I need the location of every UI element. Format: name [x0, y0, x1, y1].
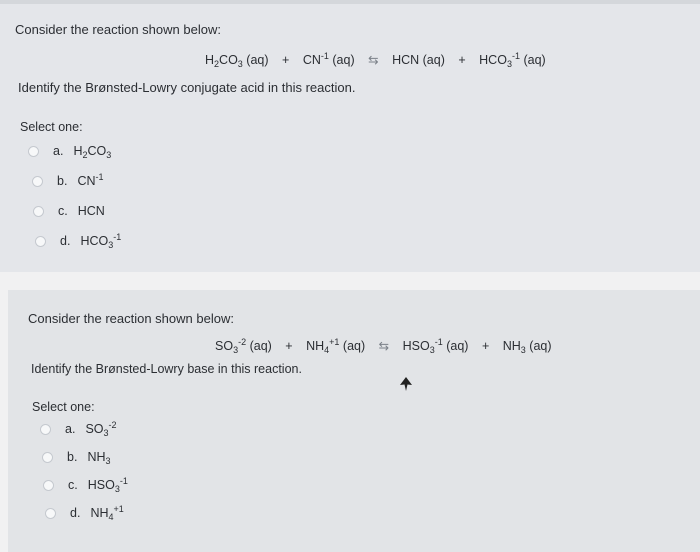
q1-question-text: Identify the Brønsted-Lowry conjugate acid in this reaction.	[18, 80, 356, 95]
radio-button[interactable]	[43, 480, 54, 491]
q2-reaction-equation: $SO_3^{-2}$ $(aq) + NH_4^{+1}$ (aq) ⇆ $HSO_3^{-1}$ $(aq) + NH_3$ (aq)	[215, 337, 552, 355]
top-divider	[0, 0, 700, 4]
q1-option-d[interactable]: d. $HCO_3^{-1}$	[35, 234, 121, 248]
equilibrium-arrow-icon: ⇆	[368, 53, 379, 67]
q2-option-d[interactable]: d. $NH_4^{+1}$	[45, 506, 124, 520]
equilibrium-arrow-icon: ⇆	[378, 339, 390, 353]
q1-option-b[interactable]: b. $CN^{-1}$	[32, 174, 104, 188]
q1-option-d-label: $HCO_3^{-1}$	[80, 232, 122, 250]
q2-option-a-label: $SO_3^{-2}$	[85, 420, 117, 438]
q1-select-label: Select one:	[20, 120, 83, 134]
q2-question-text: Identify the Brønsted-Lowry base in this reaction.	[31, 362, 302, 376]
question-2-panel	[8, 290, 700, 552]
q1-option-a-label: $H_2CO_3$	[73, 144, 112, 160]
radio-button[interactable]	[32, 176, 43, 187]
radio-button[interactable]	[33, 206, 44, 217]
q2-select-label: Select one:	[32, 400, 95, 414]
q1-option-b-label: $CN^{-1}$	[77, 172, 104, 188]
radio-button[interactable]	[28, 146, 39, 157]
q2-prompt: Consider the reaction shown below:	[28, 311, 234, 326]
q1-option-c-label: HCN	[77, 204, 105, 218]
q1-prompt: Consider the reaction shown below:	[15, 22, 221, 37]
question-1-panel	[0, 0, 700, 272]
q1-option-a[interactable]: a. $H_2CO_3$	[28, 144, 111, 158]
q2-option-a[interactable]: a. $SO_3^{-2}$	[40, 422, 117, 436]
q1-reaction-equation: $H_2CO_3$ $(aq) + CN^{-1}$ (aq) ⇆ HCN $(aq) + HCO_3^{-1}$ (aq)	[205, 51, 546, 69]
q2-option-b-label: $NH_3$	[87, 450, 111, 466]
q2-option-d-label: $NH_4^{+1}$	[90, 504, 124, 522]
radio-button[interactable]	[35, 236, 46, 247]
radio-button[interactable]	[40, 424, 51, 435]
q2-option-c[interactable]: c. $HSO_3^{-1}$	[43, 478, 128, 492]
radio-button[interactable]	[45, 508, 56, 519]
q1-option-c[interactable]: c. HCN	[33, 204, 105, 218]
mouse-pointer-icon	[400, 377, 412, 391]
q2-option-b[interactable]: b. $NH_3$	[42, 450, 111, 464]
q2-option-c-label: $HSO_3^{-1}$	[87, 476, 128, 494]
radio-button[interactable]	[42, 452, 53, 463]
